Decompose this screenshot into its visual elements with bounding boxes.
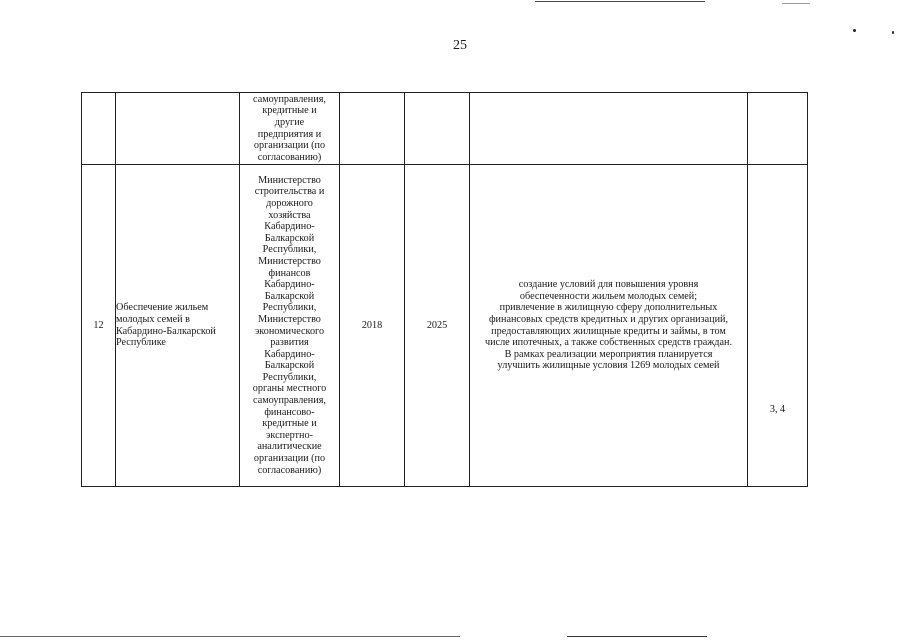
scan-artifact-line (535, 1, 705, 2)
scan-artifact-speck (892, 31, 894, 34)
name-line: Кабардино-Балкарской (116, 325, 216, 337)
executor-line: самоуправления, (253, 395, 326, 407)
page-number: 25 (453, 38, 467, 53)
scan-artifact-line (567, 636, 707, 637)
result-line: финансовых средств кредитных и других организаций, (488, 313, 729, 325)
result-line: обеспеченности жильем молодых семей; (519, 290, 698, 302)
executor-line: Министерство (258, 255, 321, 267)
scan-artifact-line (0, 636, 460, 637)
executor-line: другие (274, 116, 305, 128)
cell-result (470, 165, 748, 487)
cell-name (116, 165, 240, 487)
executor-line: Министерство (258, 174, 321, 186)
cell-start-year (340, 93, 405, 165)
executor-line: Балкарской (264, 232, 315, 244)
executor-line: Кабардино- (264, 221, 315, 233)
executor-line: экспертно- (266, 429, 313, 441)
name-line: Республике (116, 337, 166, 349)
result-line: привлечение в жилищную сферу дополнительных (499, 302, 718, 314)
executor-line: согласованию) (257, 464, 322, 476)
executor-line: Балкарской (264, 360, 315, 372)
executor-line: Кабардино- (264, 348, 315, 360)
result-line: числе ипотечных, а также собственных средств граждан. (484, 337, 733, 349)
executor-line: Балкарской (264, 290, 315, 302)
result-line: улучшить жилищные условия 1269 молодых семей (497, 360, 720, 372)
executor-line: самоуправления, (253, 93, 326, 105)
executor-line: финансов (268, 267, 311, 279)
executor-line: организации (по (253, 140, 326, 152)
executor-line: финансово- (264, 406, 315, 418)
executor-line: аналитические (257, 441, 322, 453)
result-line: предоставляющих жилищные кредиты и займы, в том (491, 325, 726, 337)
executor-line: Республики, (262, 371, 317, 383)
cell-number (82, 93, 116, 165)
executor-line: предприятия и (257, 128, 322, 140)
executor-line: Министерство (258, 313, 321, 325)
cell-executor (240, 165, 340, 487)
name-line: молодых семей в (116, 313, 190, 325)
executor-line: экономического (254, 325, 325, 337)
result-line: создание условий для повышения уровня (518, 279, 699, 291)
executor-line: согласованию) (257, 151, 322, 163)
cell-executor (240, 93, 340, 165)
executor-line: строительства и (254, 186, 325, 198)
cell-link (748, 93, 808, 165)
cell-end-year: 2025 (405, 165, 470, 487)
link-value: 3, 4 (769, 403, 786, 415)
cell-name (116, 93, 240, 165)
executor-line: хозяйства (268, 209, 311, 221)
executor-line: дорожного (266, 197, 313, 209)
executor-line: Республики, (262, 244, 317, 256)
executor-line: органы местного (252, 383, 327, 395)
executor-line: Республики, (262, 302, 317, 314)
result-line: В рамках реализации мероприятия планируется (504, 348, 713, 360)
cell-end-year (405, 93, 470, 165)
executor-line: организации (по (253, 453, 326, 465)
name-line: Обеспечение жильем (116, 302, 209, 314)
cell-link (748, 165, 808, 487)
scan-artifact-speck (853, 29, 856, 32)
executor-line: кредитные и (262, 105, 317, 117)
cell-start-year: 2018 (340, 165, 405, 487)
cell-number: 12 (82, 165, 116, 487)
executor-line: развития (270, 337, 309, 349)
scan-artifact-line (782, 3, 810, 4)
executor-line: кредитные и (262, 418, 317, 430)
program-table (81, 92, 808, 487)
table-row-12 (82, 165, 808, 487)
cell-result (470, 93, 748, 165)
table-row-continuation (82, 93, 808, 165)
executor-line: Кабардино- (264, 279, 315, 291)
